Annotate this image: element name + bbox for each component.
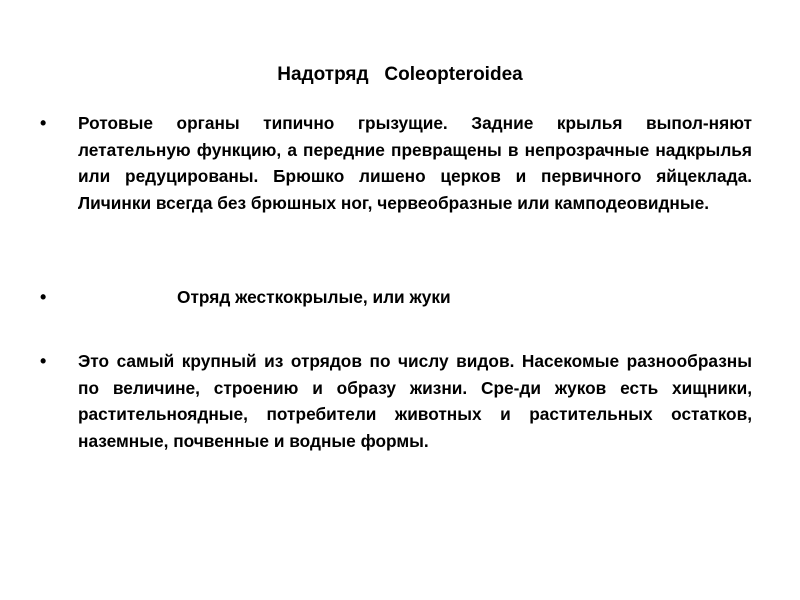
bullet-dot-icon: • bbox=[40, 351, 47, 371]
bullet-text: Ротовые органы типично грызущие. Задние крылья выпол-няют летательную функцию, а передние превращены в непрозрачные надкрылья или редуцированы. Брюшко лишено церков и первичного яйцеклада. Личинки всегда без брюшных ног, червеобразные или камподеовидные. bbox=[78, 113, 752, 213]
slide-title: Надотряд Coleopteroidea bbox=[277, 64, 523, 85]
bullet-text: Это самый крупный из отрядов по числу видов. Насекомые разнообразны по величине, строению и образу жизни. Сре-ди жуков есть хищники, растительноядные, потребители животных и растительных остатков, наземные, почвенные и водные формы. bbox=[78, 351, 752, 451]
bullet-dot-icon: • bbox=[40, 113, 47, 133]
order-heading: Отряд жесткокрылые, или жуки bbox=[177, 287, 451, 307]
bullet-dot-icon: • bbox=[40, 287, 47, 307]
